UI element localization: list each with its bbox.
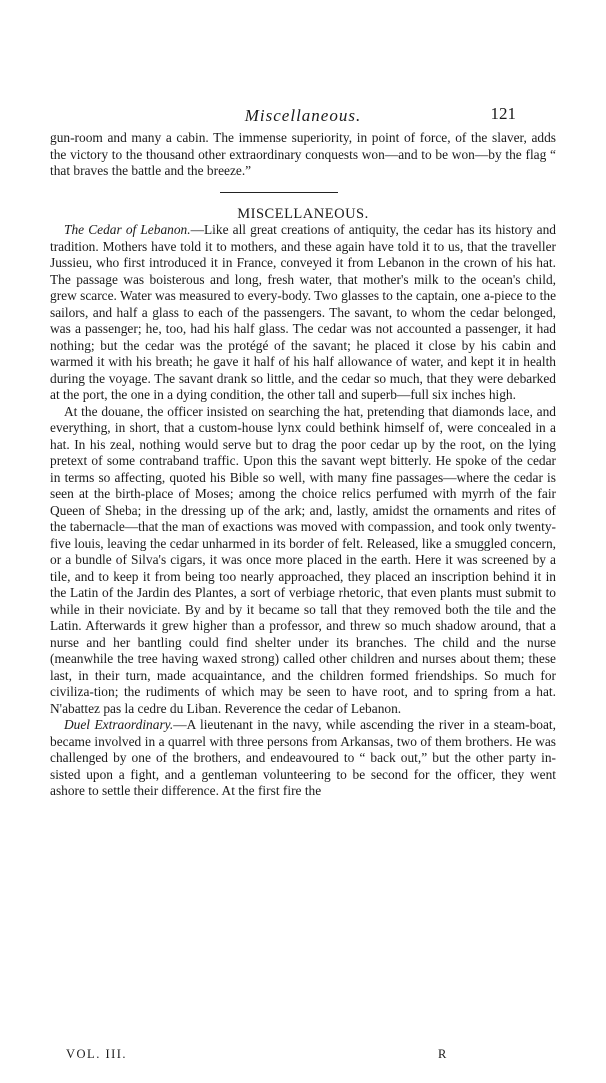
- page-footer: [66, 1047, 466, 1063]
- duel-text: —A lieutenant in the navy, while ascending the river in a steam-boat, became involved in a quarrel with three persons from Arkansas, two of them brothers. He was challenged by one of the brothers, and endeavoured to “ back out,” but the other party in-sisted upon a fight, and a gentleman volunteering to be second for the officer, they went ashore to settle their difference. At the first fire the: [50, 717, 557, 798]
- page-header: [0, 104, 606, 128]
- signature-mark: R: [438, 1047, 448, 1061]
- running-title: Miscellaneous.: [244, 106, 362, 125]
- duel-lead: Duel Extraordinary.: [64, 717, 174, 732]
- section-divider: [220, 192, 338, 193]
- page-number: 121: [490, 104, 516, 123]
- cedar-paragraph-2: At the douane, the officer insisted on searching the hat, pretending that diamonds lace, and everything, in short, that a custom-house lynx could bethink himself of, were concealed in a hat. In his zeal, nothing would serve but to drag the poor cedar up by the root, on the lying pretext of some contraband traffic. Upon this the savant wept bitterly. He spoke of the cedar in terms so affecting, quoted his Bible so well, with many fine passages—where the cedar is seen at the birth-place of Moses; among the choice relics perfumed with myrrh of the fair Queen of Sheba; in the dressing up of the ark; and, lastly, amidst the ornaments and rites of the tabernacle—that the man of exactions was moved with compassion, and took only twenty-five louis, leaving the cedar unharmed in its border of felt. Released, like a smuggled concern, or a bundle of Silva's cigars, it was once more placed in the earth. Here it was screened by a tile, and to keep it from being too nearly approached, they placed an inscription behind it in the Latin of the Jardin des Plantes, a sort of verbiage rhetoric, that even plants must submit to while in their noviciate. By and by it became so tall that they removed both the tile and the Latin. Afterwards it grew higher than a professor, and threw so much shadow around, that a nurse and her bantling could find shelter under its branches. The child and the nurse (meanwhile the tree having waxed strong) called other children and nurses about them; these last, in their turn, made acquaintance, and the children formed friendships. So much for civiliza-tion; the rudiments of which may be seen to have root, and to spring from a hat. N'abattez pas la cedre du Liban. Reverence the cedar of Lebanon.: [50, 403, 556, 716]
- duel-paragraph: [50, 717, 556, 800]
- continuation-paragraph: gun-room and many a cabin. The immense superiority, in point of force, of the slaver, adds the victory to the thousand other extraordinary conquests won—and to be won—by the flag “ that braves the battle and the breeze.”: [50, 130, 556, 178]
- volume-label: VOL. III.: [66, 1047, 128, 1061]
- cedar-text-1: —Like all great creations of antiquity, the cedar has its history and tradition. Mothers have told it to mothers, and these again have told it to us, that the traveller Jussieu, who first introduced it in France, conveyed it from Lebanon in the crown of his hat. The passage was boisterous and long, fresh water, that mother's milk to the ocean's child, grew scarce. Water was measured to every-body. Two glasses to the captain, one a-piece to the sailors, and half a glass to each of the passengers. The savant, to whom the cedar belonged, was a passenger; he, too, had his half glass. The cedar was not accounted a passenger, it had nothing; but the cedar was the protégé of the savant; he placed it close by his cabin and warmed it with his breath; he gave it half of his half allowance of water, and kept it in health during the voyage. The savant drank so little, and the cedar so much, that they were debarked at the port, the one in a dying condition, the other tall and superb—full six inches high.: [50, 222, 557, 402]
- section-title: MISCELLANEOUS.: [237, 205, 369, 222]
- cedar-lead: The Cedar of Lebanon.: [64, 222, 191, 237]
- cedar-paragraph-1: [50, 222, 556, 404]
- body-text: [50, 130, 556, 800]
